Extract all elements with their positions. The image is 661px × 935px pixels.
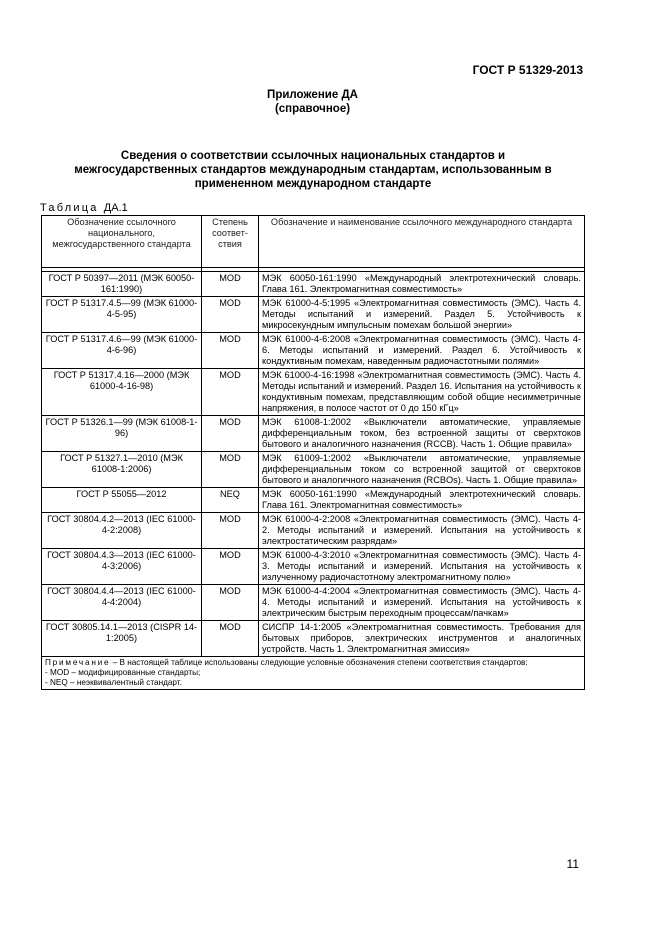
document-code: ГОСТ Р 51329-2013: [472, 63, 583, 77]
note-item: - MOD – модифицированные стандарты;: [45, 668, 201, 677]
international-standard-cell: СИСПР 14-1:2005 «Электромагнитная совместимость. Требования для бытовых приборов, электрических инструментов и аналогичных устройств. Часть 1. Электромагнитная эмиссия»: [259, 621, 585, 657]
degree-cell: MOD: [202, 585, 259, 621]
table-note-row: [42, 657, 585, 690]
table-body: [42, 272, 585, 657]
table-row: [42, 333, 585, 369]
note-item: - NEQ – неэквивалентный стандарт.: [45, 678, 182, 687]
degree-cell: MOD: [202, 297, 259, 333]
international-standard-cell: МЭК 60050-161:1990 «Международный электротехнический словарь. Глава 161. Электромагнитная совместимость»: [259, 488, 585, 513]
degree-cell: MOD: [202, 416, 259, 452]
table-row: [42, 416, 585, 452]
note-heading: Примечание: [45, 658, 111, 667]
national-standard-cell: ГОСТ 30804.4.3—2013 (IEC 61000-4-3:2006): [42, 549, 202, 585]
table-row: [42, 621, 585, 657]
appendix-title: Приложение ДА: [267, 89, 358, 101]
header-degree: Степень соответ-ствия: [202, 216, 259, 268]
degree-cell: MOD: [202, 369, 259, 416]
national-standard-cell: ГОСТ 30804.4.4—2013 (IEC 61000-4-4:2004): [42, 585, 202, 621]
degree-cell: MOD: [202, 513, 259, 549]
national-standard-cell: ГОСТ 30804.4.2—2013 (IEC 61000-4-2:2008): [42, 513, 202, 549]
table-note: [42, 657, 585, 690]
table-header-row: [42, 216, 585, 268]
national-standard-cell: ГОСТ Р 51317.4.16—2000 (МЭК 61000-4-16-98): [42, 369, 202, 416]
degree-cell: MOD: [202, 549, 259, 585]
degree-cell: MOD: [202, 452, 259, 488]
header-national-standard: Обозначение ссылочного национального, межгосударственного стандарта: [42, 216, 202, 268]
section-title: Сведения о соответствии ссылочных национальных стандартов и межгосударственных стандартов международным стандартам, использованным в примененном международном стандарте: [74, 150, 552, 190]
table-row: [42, 452, 585, 488]
table-row: [42, 488, 585, 513]
national-standard-cell: ГОСТ Р 50397—2011 (МЭК 60050-161:1990): [42, 272, 202, 297]
table-row: [42, 297, 585, 333]
international-standard-cell: МЭК 61000-4-2:2008 «Электромагнитная совместимость (ЭМС). Часть 4-2. Методы испытаний и измерений. Испытания на устойчивость к электростатическим разрядам»: [259, 513, 585, 549]
national-standard-cell: ГОСТ Р 51317.4.6—99 (МЭК 61000-4-6-96): [42, 333, 202, 369]
table-row: [42, 369, 585, 416]
appendix-subtitle: (справочное): [274, 103, 351, 115]
international-standard-cell: МЭК 61000-4-16:1998 «Электромагнитная совместимость (ЭМС). Часть 4. Методы испытаний и измерений. Раздел 16. Испытания на устойчивость к кондуктивным помехам, представляющим собой общие несимметричные напряжения, в полосе частот от 0 до 150 кГц»: [259, 369, 585, 416]
national-standard-cell: ГОСТ Р 51327.1—2010 (МЭК 61008-1:2006): [42, 452, 202, 488]
correspondence-table: [41, 215, 585, 690]
national-standard-cell: ГОСТ Р 51317.4.5—99 (МЭК 61000-4-5-95): [42, 297, 202, 333]
table-row: [42, 549, 585, 585]
international-standard-cell: МЭК 61000-4-3:2010 «Электромагнитная совместимость (ЭМС). Часть 4-3. Методы испытаний и измерений. Испытания на устойчивость к излученному радиочастотному электромагнитному полю»: [259, 549, 585, 585]
international-standard-cell: МЭК 61009-1:2002 «Выключатели автоматические, управляемые дифференциальным током со встроенной защитой от сверхтоков бытового и аналогичного назначения (RCBOs). Часть 1. Общие правила»: [259, 452, 585, 488]
table-caption: [40, 202, 128, 214]
national-standard-cell: ГОСТ Р 55055—2012: [42, 488, 202, 513]
note-text: – В настоящей таблице использованы следующие условные обозначения степени соответствия стандартов:: [110, 658, 528, 667]
international-standard-cell: МЭК 61000-4-6:2008 «Электромагнитная совместимость (ЭМС). Часть 4-6. Методы испытаний и измерений. Раздел 6. Устойчивость к кондуктивным помехам, наведенным радиочастотными полями»: [259, 333, 585, 369]
degree-cell: NEQ: [202, 488, 259, 513]
page-number: 11: [566, 857, 579, 871]
appendix-heading: [0, 88, 625, 116]
header-international-standard: Обозначение и наименование ссылочного международного стандарта: [259, 216, 585, 268]
international-standard-cell: МЭК 61000-4-4:2004 «Электромагнитная совместимость (ЭМС). Часть 4-4. Методы испытаний и измерений. Испытания на устойчивость к электрическим быстрым переходным процессам/пачкам»: [259, 585, 585, 621]
degree-cell: MOD: [202, 333, 259, 369]
degree-cell: MOD: [202, 621, 259, 657]
table-caption-number: ДА.1: [103, 202, 128, 214]
international-standard-cell: МЭК 60050-161:1990 «Международный электротехнический словарь. Глава 161. Электромагнитная совместимость»: [259, 272, 585, 297]
international-standard-cell: МЭК 61000-4-5:1995 «Электромагнитная совместимость (ЭМС). Часть 4. Методы испытаний и измерений. Раздел 5. Устойчивость к микросекундным импульсным помехам большой энергии»: [259, 297, 585, 333]
table-row: [42, 272, 585, 297]
table-row: [42, 513, 585, 549]
degree-cell: MOD: [202, 272, 259, 297]
national-standard-cell: ГОСТ Р 51326.1—99 (МЭК 61008-1-96): [42, 416, 202, 452]
table-caption-prefix: Таблица: [40, 202, 99, 214]
table-row: [42, 585, 585, 621]
international-standard-cell: МЭК 61008-1:2002 «Выключатели автоматические, управляемые дифференциальным током, без встроенной защиты от сверхтоков бытового и аналогичного назначения (RCCB). Часть 1. Общие правила»: [259, 416, 585, 452]
national-standard-cell: ГОСТ 30805.14.1—2013 (CISPR 14-1:2005): [42, 621, 202, 657]
